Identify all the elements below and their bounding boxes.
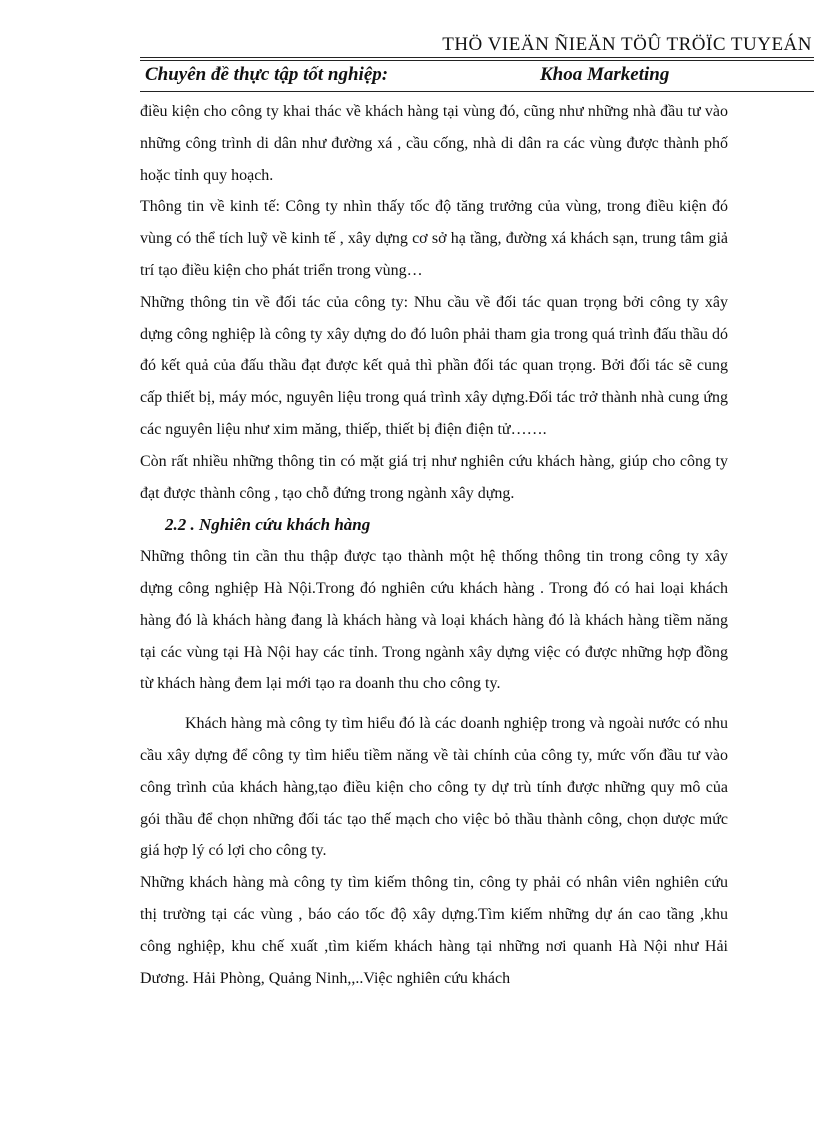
paragraph: Còn rất nhiều những thông tin có mặt giá trị như nghiên cứu khách hàng, giúp cho công ty đạt được thành công , tạo chỗ đứng trong ngành xây dựng. — [140, 452, 728, 502]
paragraph: Những thông tin cần thu thập được tạo thành một hệ thống thông tin trong công ty xây dựng công nghiệp Hà Nội.Trong đó nghiên cứu khách hàng . Trong đó có hai loại khách hàng đó là khách hàng đang là khách hàng và loại khách hàng đó là khách hàng tiềm năng tại các vùng tại Hà Nội hay các tỉnh. Trong ngành xây dựng việc có được những hợp đồng từ khách hàng đem lại mới tạo ra doanh thu cho công ty. — [140, 548, 728, 693]
document-body — [140, 96, 728, 994]
section-heading: 2.2 . Nghiên cứu khách hàng — [165, 515, 371, 535]
paragraph: điều kiện cho công ty khai thác về khách hàng tại vùng đó, cũng như những nhà đầu tư vào những công trình di dân như đường xá , cầu cống, nhà di dân ra các vùng được thành phố hoặc tỉnh quy hoạch. — [140, 103, 728, 184]
header-department: Khoa Marketing — [540, 64, 670, 85]
library-banner: THÖ VIEÄN ÑIEÄN TÖÛ TRÖÏC TUYEÁN — [442, 34, 812, 55]
header-rule-top — [140, 57, 814, 58]
paragraph: Những khách hàng mà công ty tìm kiếm thông tin, công ty phải có nhân viên nghiên cứu thị trường tại các vùng , báo cáo tốc độ xây dựng.Tìm kiếm những dự án cao tầng ,khu công nghiệp, khu chế xuất ,tìm kiếm khách hàng tại những nơi quanh Hà Nội như Hải Dương. Hải Phòng, Quảng Ninh,,..Việc nghiên cứu khách — [140, 874, 728, 987]
header-rule-double — [140, 60, 814, 61]
paragraph: Những thông tin về đối tác của công ty: Nhu cầu về đối tác quan trọng bởi công ty xây dựng công nghiệp là công ty xây dựng do đó luôn phải tham gia trong quá trình đấu thầu dó đó kết quả của đấu thầu đạt được kết quả thì phần đối tác quan trọng. Bởi đối tác sẽ cung cấp thiết bị, máy móc, nguyên liệu trong quá trình xây dựng.Đối tác trở thành nhà cung ứng các nguyên liệu như xim măng, thiếp, thiết bị điện điện tử……. — [140, 293, 728, 438]
paragraph: Khách hàng mà công ty tìm hiểu đó là các doanh nghiệp trong và ngoài nước có nhu cầu xây dựng để công ty tìm hiểu tiềm năng về tài chính của công ty, mức vốn đầu tư vào công trình của khách hàng,tạo điều kiện cho công ty dự trù tính được những quy mô của gói thầu để chọn những đối tác tạo thế mạch cho việc bỏ thầu thành công, chọn dược mức giá hợp lý có lợi cho công ty. — [140, 715, 728, 860]
header-rule-bottom — [140, 91, 814, 92]
header-thesis-title: Chuyên đề thực tập tốt nghiệp: — [145, 64, 389, 85]
paragraph: Thông tin về kinh tế: Công ty nhìn thấy tốc độ tăng trưởng của vùng, trong điều kiện đó vùng có thể tích luỹ về kinh tế , xây dựng cơ sở hạ tầng, đường xá khách sạn, trung tâm giả trí tạo điều kiện cho phát triển trong vùng… — [140, 198, 728, 279]
